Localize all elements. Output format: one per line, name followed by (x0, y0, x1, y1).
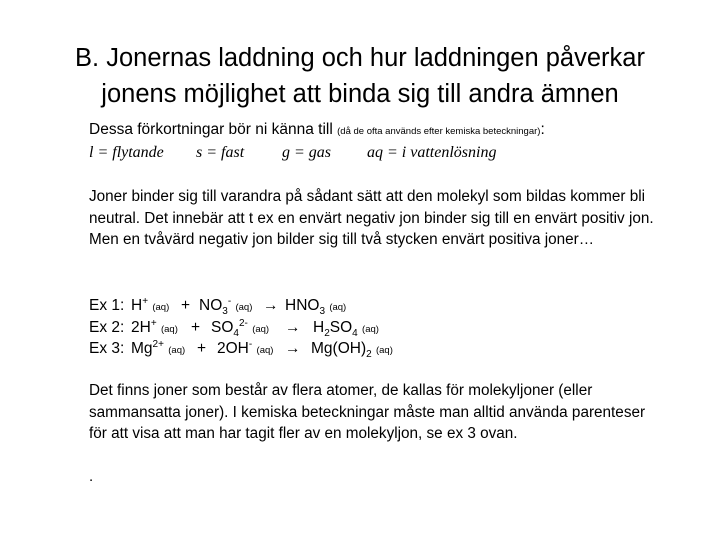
example-1-plus: + (181, 297, 191, 314)
abbreviations-intro (89, 121, 545, 139)
example-3-product: $Mg(OH)_2$ (aq) (311, 340, 393, 361)
example-1-product: $HNO_3$ (aq) (285, 297, 347, 318)
state-gas: g = gas (282, 144, 332, 161)
paragraph-ion-binding: Joner binder sig till varandra på sådant sätt att den molekyl som bildas kommer bli neutral. Det innebär att t ex en envärt negativ jon binder sig till en envärt positiv jon. Men en tvåvärd negativ jon bilder sig till två stycken envärt positiva joner… (89, 188, 654, 248)
trailing-dot: . (89, 468, 94, 485)
example-1-arrow: → (263, 297, 279, 314)
state-aqueous: aq = i vattenlösning (367, 144, 497, 161)
abbreviations-colon: : (540, 121, 545, 138)
example-2-product: $H_2SO_4$ (aq) (313, 318, 379, 339)
title-text-1: Jonernas laddning och hur laddningen påverkar (99, 44, 645, 72)
title-line-1 (40, 40, 680, 76)
state-abbreviations (89, 144, 496, 162)
example-2-arrow: → (285, 318, 301, 336)
title-line-2: jonens möjlighet att binda sig till andra ämnen (101, 80, 619, 108)
slide-title (40, 40, 680, 112)
example-3-reactant-a: $Mg^{2+}$ (aq) (131, 338, 186, 357)
state-liquid: l = flytande (89, 144, 164, 161)
example-1-label: Ex 1: (89, 297, 125, 314)
example-3-arrow: → (285, 340, 301, 357)
state-solid: s = fast (196, 144, 245, 161)
example-3-plus: + (197, 340, 207, 357)
example-1-reactant-b: $NO_3^-$ (aq) (199, 295, 253, 318)
title-label: B. (75, 44, 100, 72)
example-2-label: Ex 2: (89, 318, 125, 336)
paragraph-molecular-ions: Det finns joner som består av flera atomer, de kallas för molekyljoner (eller sammansatta joner). I kemiska beteckningar måste man alltid använda parenteser för att visa att man har tagit fler av en molekyljon, se ex 3 ovan. (89, 382, 646, 442)
abbreviations-note: (då de ofta används efter kemiska beteckningar) (337, 126, 541, 137)
example-2-plus: + (191, 318, 201, 336)
example-2-reactant-b: $SO_4^{2-}$ (aq) (211, 317, 270, 339)
example-3-reactant-b: 2OH- (aq) (217, 338, 274, 357)
abbreviations-intro-text: Dessa förkortningar bör ni känna till (89, 121, 338, 138)
example-1-reactant-a: H+ (aq) (131, 295, 170, 314)
example-2-reactant-a: 2H+ (aq) (131, 317, 178, 336)
example-3-label: Ex 3: (89, 340, 125, 357)
